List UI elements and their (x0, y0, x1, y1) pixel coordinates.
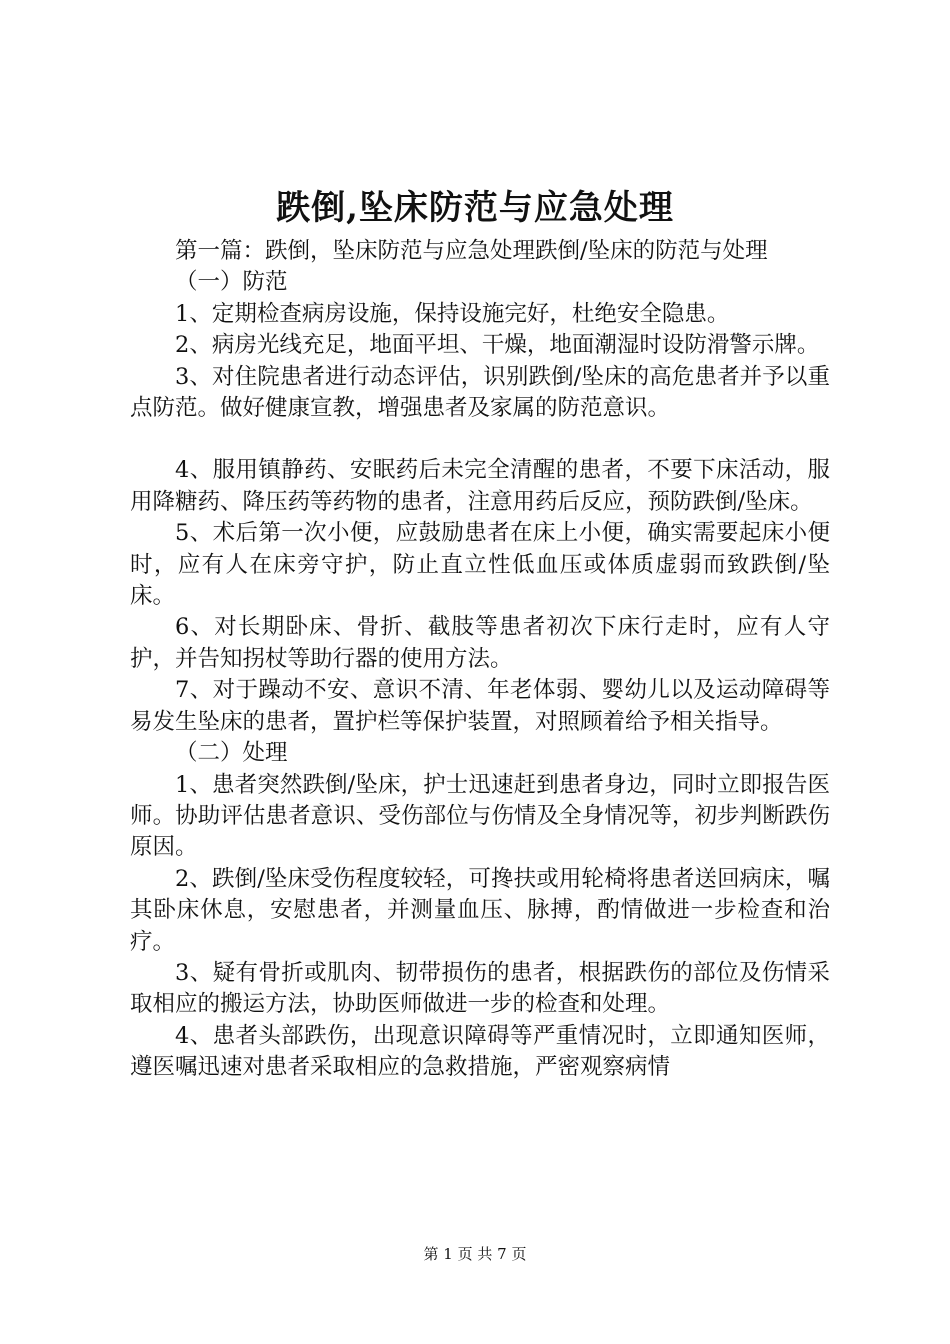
document-body (130, 236, 830, 1084)
paragraph-handling-3: 3、疑有骨折或肌肉、韧带损伤的患者，根据跌伤的部位及伤情采取相应的搬运方法，协助医师做进一步的检查和处理。 (130, 959, 830, 1018)
paragraph-prevention-2: 2、病房光线充足，地面平坦、干燥，地面潮湿时设防滑警示牌。 (175, 332, 820, 359)
paragraph-handling-4: 4、患者头部跌伤，出现意识障碍等严重情况时，立即通知医师，遵医嘱迅速对患者采取相应的急救措施，严密观察病情 (130, 1022, 830, 1081)
paragraph-handling-2: 2、跌倒/坠床受伤程度较轻，可搀扶或用轮椅将患者送回病床，嘱其卧床休息，安慰患者，并测量血压、脉搏，酌情做进一步检查和治疗。 (130, 865, 830, 955)
paragraph-prevention-6: 6、对长期卧床、骨折、截肢等患者初次下床行走时，应有人守护，并告知拐杖等助行器的使用方法。 (130, 614, 830, 672)
paragraph-handling-1: 1、患者突然跌倒/坠床，护士迅速赶到患者身边，同时立即报告医师。协助评估患者意识、受伤部位与伤情及全身情况等，初步判断跌伤原因。 (130, 771, 830, 861)
document-title: 跌倒,坠床防范与应急处理 (276, 188, 674, 228)
section-heading-prevention: （一）防范 (175, 269, 288, 296)
paragraph-prevention-7: 7、对于躁动不安、意识不清、年老体弱、婴幼儿以及运动障碍等易发生坠床的患者，置护栏等保护装置，对照顾着给予相关指导。 (130, 677, 830, 735)
paragraph-prevention-3: 3、对住院患者进行动态评估，识别跌倒/坠床的高危患者并予以重点防范。做好健康宣教，增强患者及家属的防范意识。 (130, 363, 830, 422)
paragraph-intro: 第一篇：跌倒，坠床防范与应急处理跌倒/坠床的防范与处理 (175, 238, 768, 264)
paragraph-prevention-5: 5、术后第一次小便，应鼓励患者在床上小便，确实需要起床小便时，应有人在床旁守护，防止直立性低血压或体质虚弱而致跌倒/坠床。 (130, 520, 830, 610)
section-heading-handling: （二）处理 (175, 740, 288, 767)
paragraph-prevention-1: 1、定期检查病房设施，保持设施完好，杜绝安全隐患。 (175, 300, 730, 327)
paragraph-prevention-4: 4、服用镇静药、安眠药后未完全清醒的患者，不要下床活动，服用降糖药、降压药等药物的患者，注意用药后反应，预防跌倒/坠床。 (130, 457, 830, 515)
page-footer: 第 1 页 共 7 页 (423, 1245, 527, 1263)
